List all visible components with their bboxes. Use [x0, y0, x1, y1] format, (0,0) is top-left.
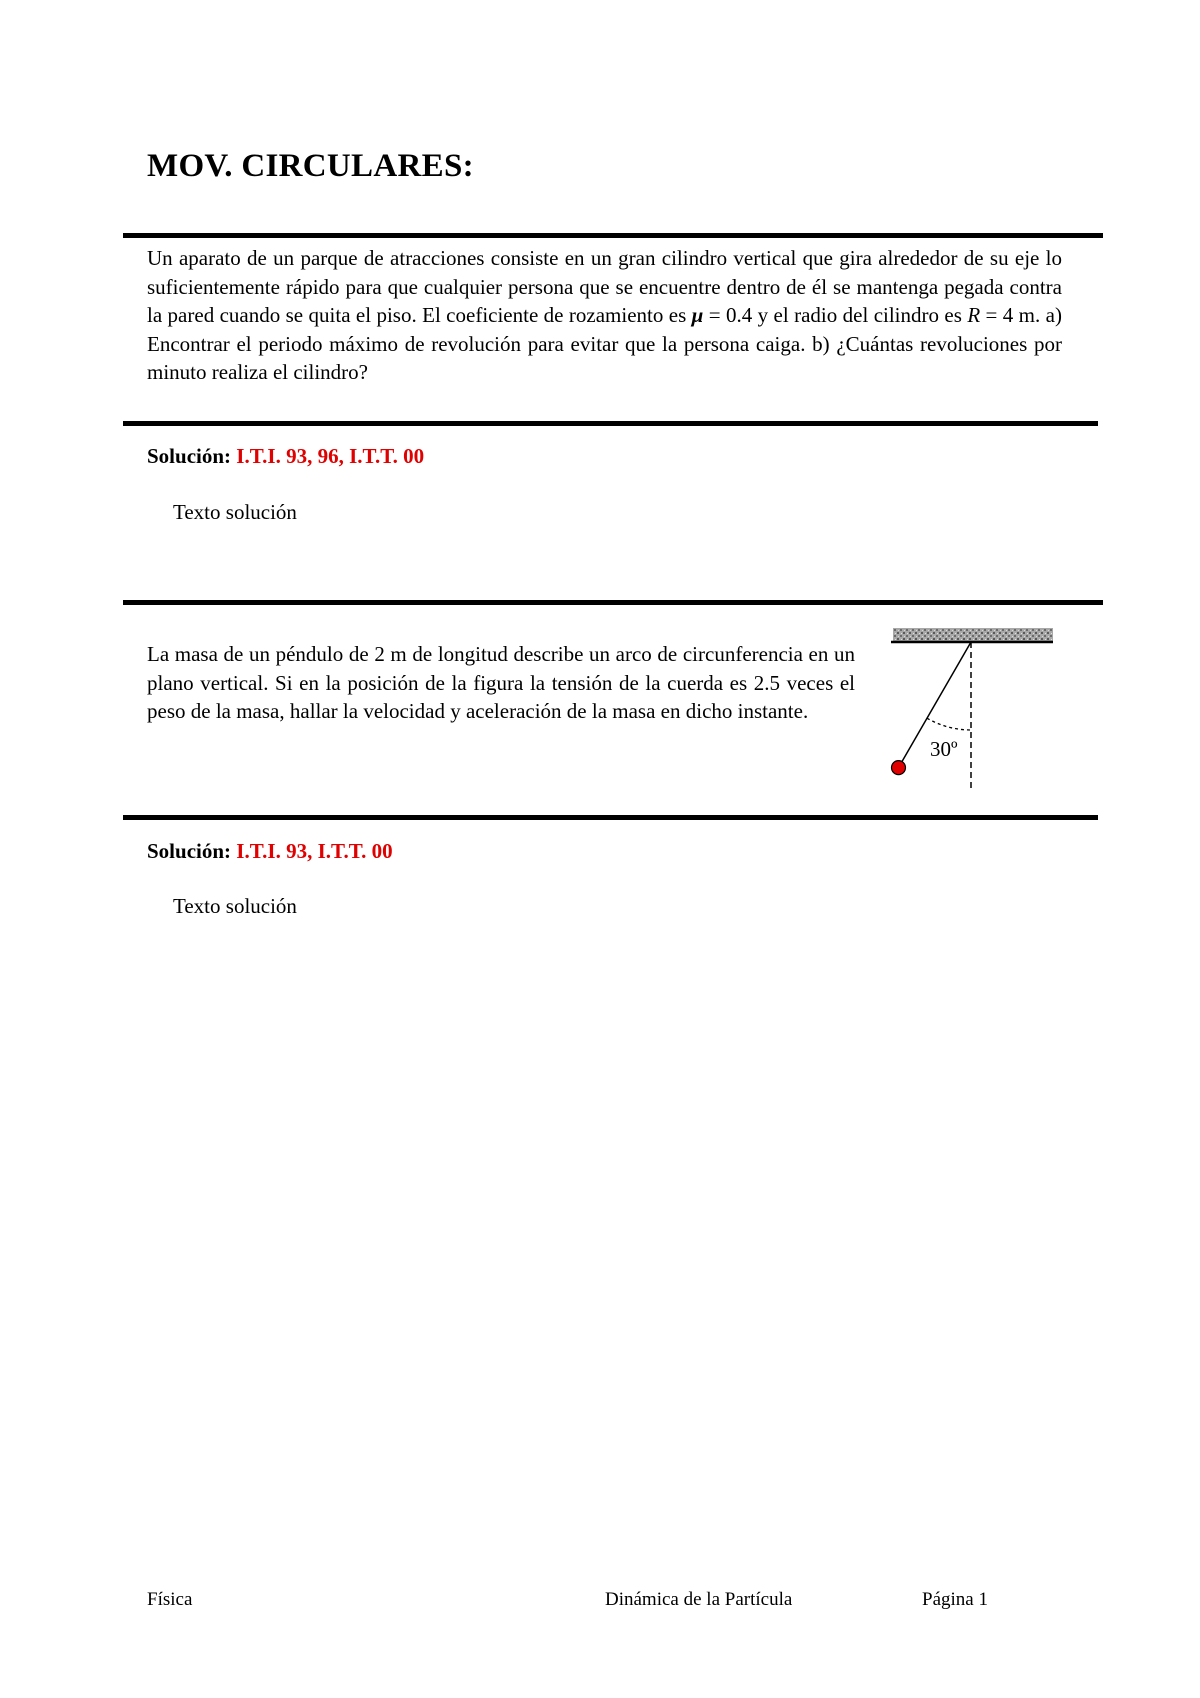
divider-bottom-problem-1 [123, 421, 1098, 426]
solution-1-label: Solución: [147, 444, 232, 468]
divider-top-problem-1 [123, 233, 1103, 238]
pendulum-figure [885, 620, 1055, 795]
solution-2-label: Solución: [147, 839, 232, 863]
angle-label: 30º [930, 737, 958, 761]
problem-1-part-3: = 4 m. a) Encontrar el periodo máximo de revolución para evitar que la persona caiga. b) ¿Cuántas revoluciones por minuto realiza el cilindro? [147, 303, 1062, 384]
ceiling-support [893, 628, 1053, 641]
pendulum-bob [892, 761, 906, 775]
problem-1-text [147, 244, 1062, 387]
solution-2-heading [147, 839, 393, 864]
divider-top-problem-2 [123, 600, 1103, 605]
angle-arc [927, 718, 971, 730]
solution-1-codes: I.T.I. 93, 96, I.T.T. 00 [236, 444, 425, 468]
radius-symbol: R [967, 303, 981, 327]
solution-2-text: Texto solución [173, 894, 297, 918]
page-title: MOV. CIRCULARES: [147, 148, 474, 184]
solution-2-codes: I.T.I. 93, I.T.T. 00 [236, 839, 393, 863]
solution-1-heading [147, 444, 424, 469]
divider-bottom-problem-2 [123, 815, 1098, 820]
solution-1-text: Texto solución [173, 500, 297, 524]
mu-symbol: μ [691, 303, 704, 327]
footer-center: Dinámica de la Partícula [605, 1589, 793, 1610]
problem-1-part-2: = 0.4 y el radio del cilindro es [703, 303, 968, 327]
footer-right: Página 1 [922, 1589, 988, 1610]
problem-1-part-1: Un aparato de un parque de atracciones consiste en un gran cilindro vertical que gira alrededor de su eje lo suficientemente rápido para que cualquier persona que se encuentre dentro de él se mantenga pegada contra la pared cuando se quita el piso. El coeficiente de rozamiento es [147, 246, 1062, 327]
footer-left: Física [147, 1589, 193, 1610]
problem-2-text: La masa de un péndulo de 2 m de longitud describe un arco de circunferencia en un plano vertical. Si en la posición de la figura la tensión de la cuerda es 2.5 veces el peso de la masa, hallar la velocidad y aceleración de la masa en dicho instante. [147, 642, 855, 723]
